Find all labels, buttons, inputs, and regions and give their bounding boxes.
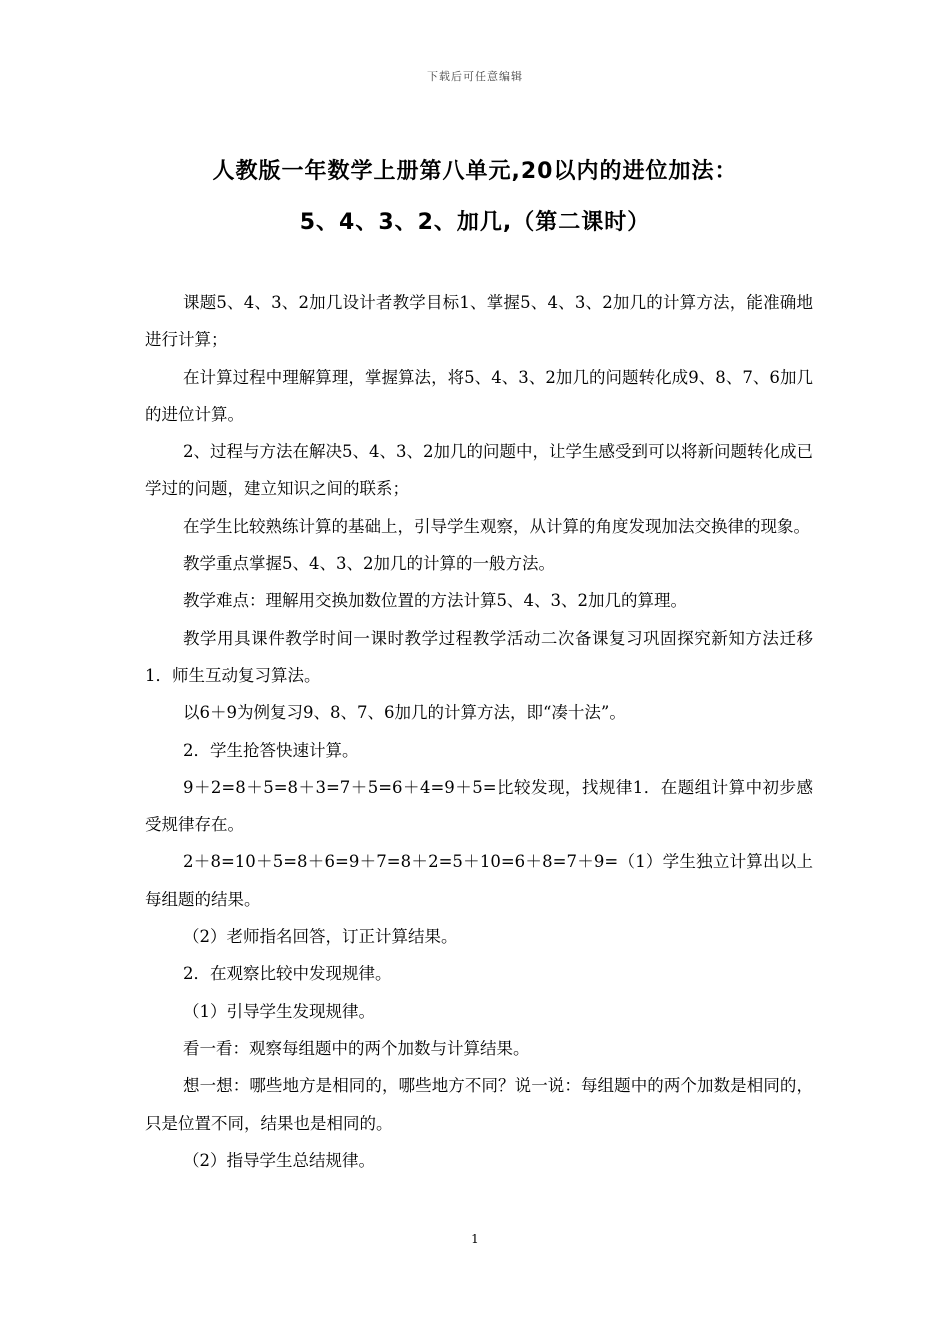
paragraph: （2）指导学生总结规律。 — [183, 1150, 375, 1170]
paragraph: （2）老师指名回答，订正计算结果。 — [183, 927, 458, 947]
paragraph: 在计算过程中理解算理，掌握算法，将5、4、3、2加几的问题转化成9、8、7、6加几的进位计算。 — [145, 367, 813, 424]
paragraph: 教学难点：理解用交换加数位置的方法计算5、4、3、2加几的算理。 — [183, 591, 687, 611]
document-body — [145, 284, 813, 1179]
paragraph: 以6＋9为例复习9、8、7、6加几的计算方法，即“凑十法”。 — [183, 703, 626, 723]
paragraph: 想一想：哪些地方是相同的，哪些地方不同？说一说：每组题中的两个加数是相同的，只是位置不同，结果也是相同的。 — [145, 1076, 813, 1133]
paragraph: 教学用具课件教学时间一课时教学过程教学活动二次备课复习巩固探究新知方法迁移1．师生互动复习算法。 — [145, 628, 813, 685]
paragraph: 2、过程与方法在解决5、4、3、2加几的问题中，让学生感受到可以将新问题转化成已学过的问题，建立知识之间的联系； — [145, 442, 813, 499]
paragraph: 9＋2=8＋5=8＋3=7＋5=6＋4=9＋5=比较发现，找规律1．在题组计算中初步感受规律存在。 — [145, 777, 813, 835]
paragraph: 2．学生抢答快速计算。 — [183, 740, 359, 760]
document-title-line-2: 5、4、3、2、加几,（第二课时） — [299, 210, 651, 235]
header-note: 下载后可任意编辑 — [427, 70, 523, 83]
paragraph: （1）引导学生发现规律。 — [183, 1001, 375, 1021]
paragraph: 2＋8=10＋5=8＋6=9＋7=8＋2=5＋10=6＋8=7＋9=（1）学生独立计算出以上每组题的结果。 — [145, 852, 813, 909]
paragraph: 2．在观察比较中发现规律。 — [183, 964, 392, 984]
page-number: 1 — [471, 1232, 479, 1246]
paragraph: 在学生比较熟练计算的基础上，引导学生观察，从计算的角度发现加法交换律的现象。 — [183, 516, 810, 536]
paragraph: 教学重点掌握5、4、3、2加几的计算的一般方法。 — [183, 554, 555, 574]
document-title-line-1: 人教版一年数学上册第八单元,20以内的进位加法： — [212, 159, 738, 184]
paragraph: 课题5、4、3、2加几设计者教学目标1、掌握5、4、3、2加几的计算方法，能准确地进行计算； — [145, 293, 813, 350]
paragraph: 看一看：观察每组题中的两个加数与计算结果。 — [183, 1038, 530, 1058]
